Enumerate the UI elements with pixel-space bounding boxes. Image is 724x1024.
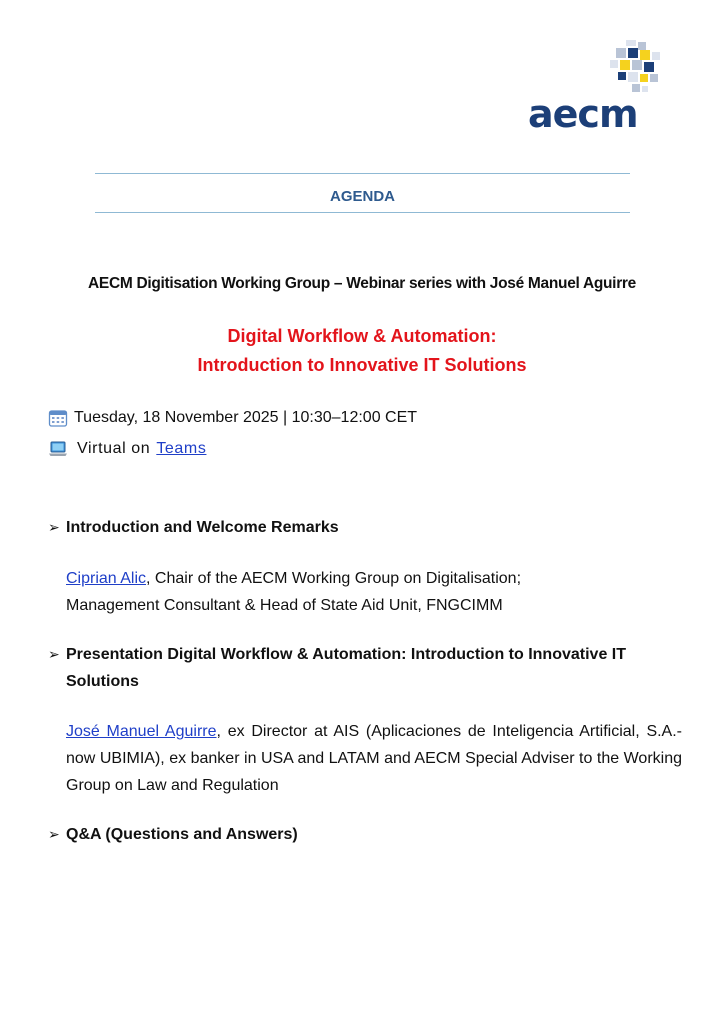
agenda-item-2-speaker	[66, 718, 682, 799]
arrow-bullet-icon: ➢	[48, 646, 60, 662]
speaker-1-role: , Chair of the AECM Working Group on Digitalisation;	[146, 570, 522, 587]
bottom-divider	[95, 212, 630, 213]
series-subtitle: AECM Digitisation Working Group – Webinar series with José Manuel Aguirre	[88, 275, 636, 292]
speaker-2-bio: , ex Director at AIS (Aplicaciones de Inteligencia Artificial, S.A.- now UBIMIA), ex banker in USA and LATAM and AECM Special Adviser to the Working Group on Law and Regulation	[66, 723, 683, 794]
location-prefix: Virtual on	[77, 440, 151, 457]
ciprian-alic-link[interactable]: Ciprian Alic	[66, 570, 147, 587]
event-date-time: Tuesday, 18 November 2025 | 10:30–12:00 CET	[74, 409, 418, 426]
agenda-item-3	[48, 821, 298, 848]
top-divider	[95, 173, 630, 174]
aecm-logo	[528, 40, 664, 136]
arrow-bullet-icon: ➢	[48, 519, 60, 535]
agenda-item-2-heading-cont: Solutions	[66, 673, 139, 690]
logo-mosaic-icon	[606, 40, 662, 96]
agenda-item-2	[48, 641, 678, 695]
agenda-item-1-heading: Introduction and Welcome Remarks	[66, 519, 339, 536]
location-row	[48, 439, 206, 459]
calendar-icon	[48, 408, 68, 428]
speaker-1-affiliation: Management Consultant & Head of State Aid Unit, FNGCIMM	[66, 597, 503, 614]
agenda-item-3-heading: Q&A (Questions and Answers)	[66, 826, 298, 843]
title-line-1: Digital Workflow & Automation:	[227, 326, 497, 346]
agenda-title: AGENDA	[329, 188, 395, 205]
teams-link[interactable]: Teams	[156, 440, 207, 457]
jose-manuel-aguirre-link[interactable]: José Manuel Aguirre	[66, 723, 217, 740]
agenda-item-1	[48, 514, 339, 541]
laptop-icon	[48, 439, 68, 459]
logo-wordmark: aecm	[528, 92, 638, 136]
date-row	[48, 408, 417, 428]
agenda-item-2-heading: Presentation Digital Workflow & Automation: Introduction to Innovative IT	[66, 646, 626, 663]
arrow-bullet-icon: ➢	[48, 826, 60, 842]
title-line-2: Introduction to Innovative IT Solutions	[197, 355, 527, 375]
agenda-item-1-speaker	[66, 565, 682, 619]
